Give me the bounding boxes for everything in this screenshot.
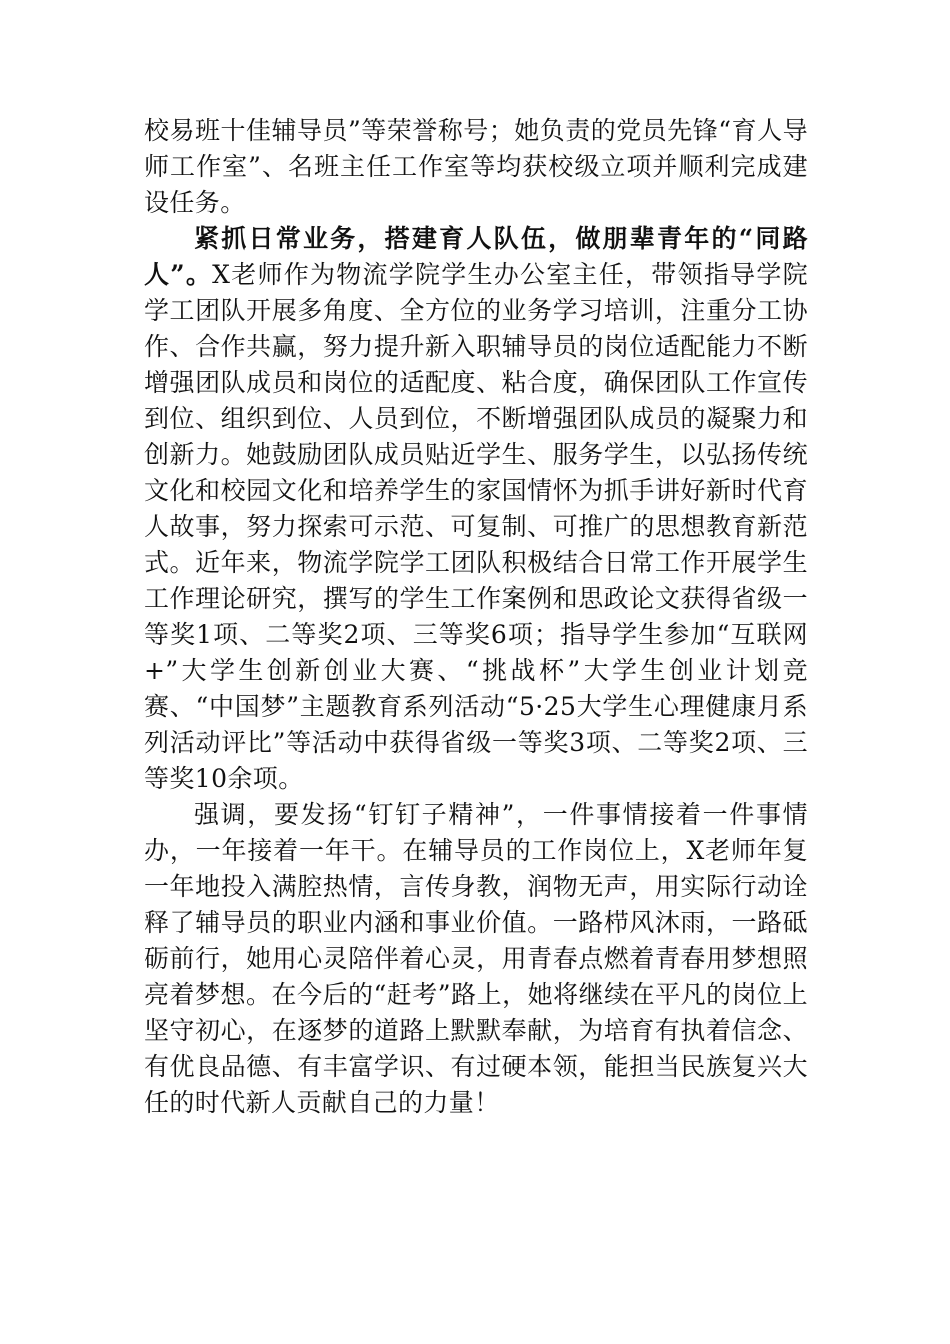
paragraph-body: X老师作为物流学院学生办公室主任，带领指导学院学工团队开展多角度、全方位的业务学习培训，注重分工协作、合作共赢，努力提升新入职辅导员的岗位适配能力不断增强团队成员和岗位的适配度、粘合度，确保团队工作宣传到位、组织到位、人员到位，不断增强团队成员的凝聚力和创新力。她鼓励团队成员贴近学生、服务学生，以弘扬传统文化和校园文化和培养学生的家国情怀为抓手讲好新时代育人故事，努力探索可示范、可复制、可推广的思想教育新范式。近年来，物流学院学工团队积极结合日常工作开展学生工作理论研究，撰写的学生工作案例和思政论文获得省级一等奖1项、二等奖2项、三等奖6项；指导学生参加“互联网+”大学生创新创业大赛、“挑战杯”大学生创业计划竞赛、“中国梦”主题教育系列活动“5·25大学生心理健康月系列活动评比”等活动中获得省级一等奖3项、二等奖2项、三等奖10余项。 xyxy=(144,260,808,793)
paragraph-heading: 紧抓日常业务，搭建育人队伍，做朋辈青年的“同路人”。 xyxy=(144,224,808,289)
paragraph-conclusion: 强调，要发扬“钉钉子精神”，一件事情接着一件事情办，一年接着一年干。在辅导员的工作岗位上，X老师年复一年地投入满腔热情，言传身教，润物无声，用实际行动诠释了辅导员的职业内涵和事业价值。一路栉风沐雨，一路砥砺前行，她用心灵陪伴着心灵，用青春点燃着青春用梦想照亮着梦想。在今后的“赶考”路上，她将继续在平凡的岗位上坚守初心，在逐梦的道路上默默奉献，为培育有执着信念、有优良品德、有丰富学识、有过硬本领，能担当民族复兴大任的时代新人贡献自己的力量！ xyxy=(144,800,808,1117)
paragraph-team-building xyxy=(144,221,808,797)
document-page xyxy=(144,113,808,1121)
paragraph-continued: 校易班十佳辅导员”等荣誉称号；她负责的党员先锋“育人导师工作室”、名班主任工作室等均获校级立项并顺利完成建设任务。 xyxy=(144,116,808,217)
